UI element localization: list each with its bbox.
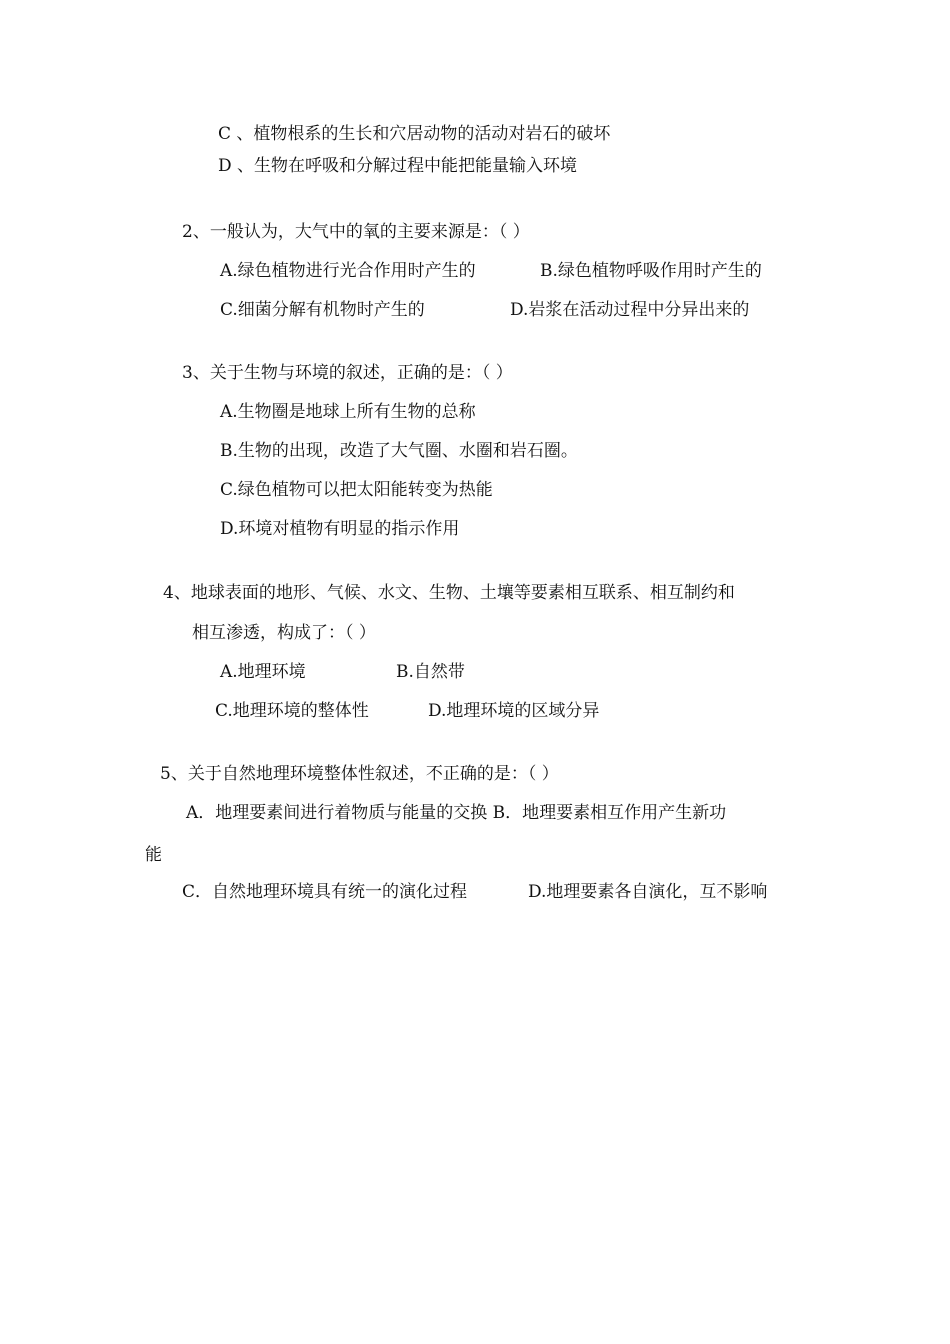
q3-stem: 3、关于生物与环境的叙述，正确的是：（ ） [182,363,513,383]
q1-option-c: C 、植物根系的生长和穴居动物的活动对岩石的破坏 [218,124,611,144]
q2-option-a: A.绿色植物进行光合作用时产生的 [220,261,476,281]
q2-option-c: C.细菌分解有机物时产生的 [220,300,425,320]
q5-option-d: D.地理要素各自演化，互不影响 [528,882,768,902]
q5-options-ab-line2: 能 [145,845,162,865]
q4-stem-line2: 相互渗透，构成了：（ ） [192,623,376,643]
q3-option-d: D.环境对植物有明显的指示作用 [220,519,460,539]
q5-stem: 5、关于自然地理环境整体性叙述，不正确的是：（ ） [160,764,559,784]
q3-option-a: A.生物圈是地球上所有生物的总称 [220,402,476,422]
q2-option-b: B.绿色植物呼吸作用时产生的 [540,261,762,281]
q4-stem-line1: 4、地球表面的地形、气候、水文、生物、土壤等要素相互联系、相互制约和 [163,583,735,603]
q2-option-d: D.岩浆在活动过程中分异出来的 [510,300,750,320]
q2-stem: 2、一般认为，大气中的氧的主要来源是：（ ） [182,222,530,242]
q4-option-d: D.地理环境的区域分异 [428,701,600,721]
q4-option-a: A.地理环境 [220,662,306,682]
q3-option-c: C.绿色植物可以把太阳能转变为热能 [220,480,493,500]
q5-option-c: C．自然地理环境具有统一的演化过程 [182,882,468,902]
q4-option-b: B.自然带 [396,662,465,682]
q4-option-c: C.地理环境的整体性 [215,701,369,721]
q5-options-ab-line1: A．地理要素间进行着物质与能量的交换 B．地理要素相互作用产生新功 [186,803,727,823]
q1-option-d: D 、生物在呼吸和分解过程中能把能量输入环境 [218,156,578,176]
q3-option-b: B.生物的出现，改造了大气圈、水圈和岩石圈。 [220,441,578,461]
